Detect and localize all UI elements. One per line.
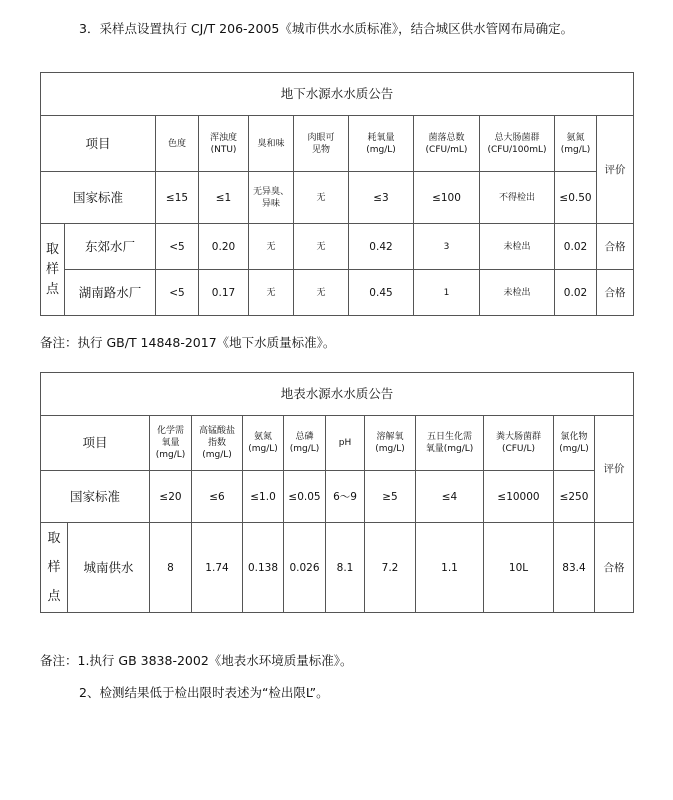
standard-value: ≤20 — [150, 471, 192, 523]
evaluation-header: 评价 — [597, 116, 634, 224]
standard-label: 国家标准 — [41, 471, 150, 523]
standard-value: ≤6 — [192, 471, 243, 523]
standard-value: ≤1 — [199, 172, 249, 224]
standard-value: ≤10000 — [484, 471, 554, 523]
standard-value: ≤4 — [416, 471, 484, 523]
item-header: 项目 — [41, 116, 156, 172]
column-header: 浑浊度 (NTU) — [199, 116, 249, 172]
cell-value: 0.42 — [349, 224, 414, 270]
table-title: 地表水源水水质公告 — [41, 373, 634, 416]
column-header: 化学需 氧量 (mg/L) — [150, 416, 192, 471]
standard-value: 不得检出 — [480, 172, 555, 224]
evaluation-value: 合格 — [597, 270, 634, 316]
evaluation-header: 评价 — [595, 416, 634, 523]
column-header: 肉眼可 见物 — [294, 116, 349, 172]
standard-label: 国家标准 — [41, 172, 156, 224]
cell-value: 1 — [414, 270, 480, 316]
standard-value: 无 — [294, 172, 349, 224]
surface-note-2: 2、检测结果低于检出限时表述为“检出限L”。 — [79, 685, 329, 700]
standard-value: 无异臭、 异味 — [249, 172, 294, 224]
column-header: 粪大肠菌群 (CFU/L) — [484, 416, 554, 471]
standard-value: ≤3 — [349, 172, 414, 224]
table-title: 地下水源水水质公告 — [41, 73, 634, 116]
column-header: pH — [326, 416, 365, 471]
site-name: 湖南路水厂 — [65, 270, 156, 316]
standard-value: ≥5 — [365, 471, 416, 523]
column-header: 耗氧量 (mg/L) — [349, 116, 414, 172]
column-header: 氯化物 (mg/L) — [554, 416, 595, 471]
table-row — [41, 224, 634, 270]
column-header: 总磷 (mg/L) — [284, 416, 326, 471]
cell-value: 7.2 — [365, 523, 416, 613]
sample-point-label: 取 样 点 — [41, 523, 68, 613]
cell-value: 0.45 — [349, 270, 414, 316]
column-header: 菌落总数 (CFU/mL) — [414, 116, 480, 172]
groundwater-quality-table — [40, 72, 634, 316]
table-row — [41, 523, 634, 613]
cell-value: 无 — [294, 270, 349, 316]
cell-value: <5 — [156, 224, 199, 270]
cell-value: 无 — [249, 224, 294, 270]
column-header: 氨氮 (mg/L) — [555, 116, 597, 172]
cell-value: <5 — [156, 270, 199, 316]
cell-value: 未检出 — [480, 224, 555, 270]
cell-value: 未检出 — [480, 270, 555, 316]
cell-value: 0.138 — [243, 523, 284, 613]
standard-value: ≤100 — [414, 172, 480, 224]
column-header: 氨氮 (mg/L) — [243, 416, 284, 471]
cell-value: 无 — [294, 224, 349, 270]
sample-point-label: 取 样 点 — [41, 224, 65, 316]
cell-value: 83.4 — [554, 523, 595, 613]
groundwater-note: 备注：执行 GB/T 14848-2017《地下水质量标准》。 — [40, 335, 336, 350]
cell-value: 1.1 — [416, 523, 484, 613]
cell-value: 0.20 — [199, 224, 249, 270]
standard-value: ≤250 — [554, 471, 595, 523]
cell-value: 0.026 — [284, 523, 326, 613]
site-name: 城南供水 — [68, 523, 150, 613]
surface-water-quality-table — [40, 372, 634, 613]
cell-value: 8.1 — [326, 523, 365, 613]
column-header: 总大肠菌群 (CFU/100mL) — [480, 116, 555, 172]
column-header: 臭和味 — [249, 116, 294, 172]
column-header: 五日生化需 氧量(mg/L) — [416, 416, 484, 471]
standard-value: ≤1.0 — [243, 471, 284, 523]
evaluation-value: 合格 — [597, 224, 634, 270]
standard-value: ≤0.50 — [555, 172, 597, 224]
cell-value: 无 — [249, 270, 294, 316]
evaluation-value: 合格 — [595, 523, 634, 613]
cell-value: 0.02 — [555, 224, 597, 270]
column-header: 色度 — [156, 116, 199, 172]
cell-value: 3 — [414, 224, 480, 270]
standard-value: ≤15 — [156, 172, 199, 224]
cell-value: 1.74 — [192, 523, 243, 613]
cell-value: 0.17 — [199, 270, 249, 316]
surface-note-1: 备注：1.执行 GB 3838-2002《地表水环境质量标准》。 — [40, 653, 353, 668]
intro-paragraph: 3．采样点设置执行 CJ/T 206-2005《城市供水水质标准》，结合城区供水管网布局确定。 — [79, 21, 574, 36]
site-name: 东郊水厂 — [65, 224, 156, 270]
cell-value: 8 — [150, 523, 192, 613]
item-header: 项目 — [41, 416, 150, 471]
cell-value: 0.02 — [555, 270, 597, 316]
cell-value: 10L — [484, 523, 554, 613]
standard-value: 6～9 — [326, 471, 365, 523]
table-row — [41, 270, 634, 316]
standard-value: ≤0.05 — [284, 471, 326, 523]
column-header: 高锰酸盐 指数 (mg/L) — [192, 416, 243, 471]
column-header: 溶解氧 (mg/L) — [365, 416, 416, 471]
